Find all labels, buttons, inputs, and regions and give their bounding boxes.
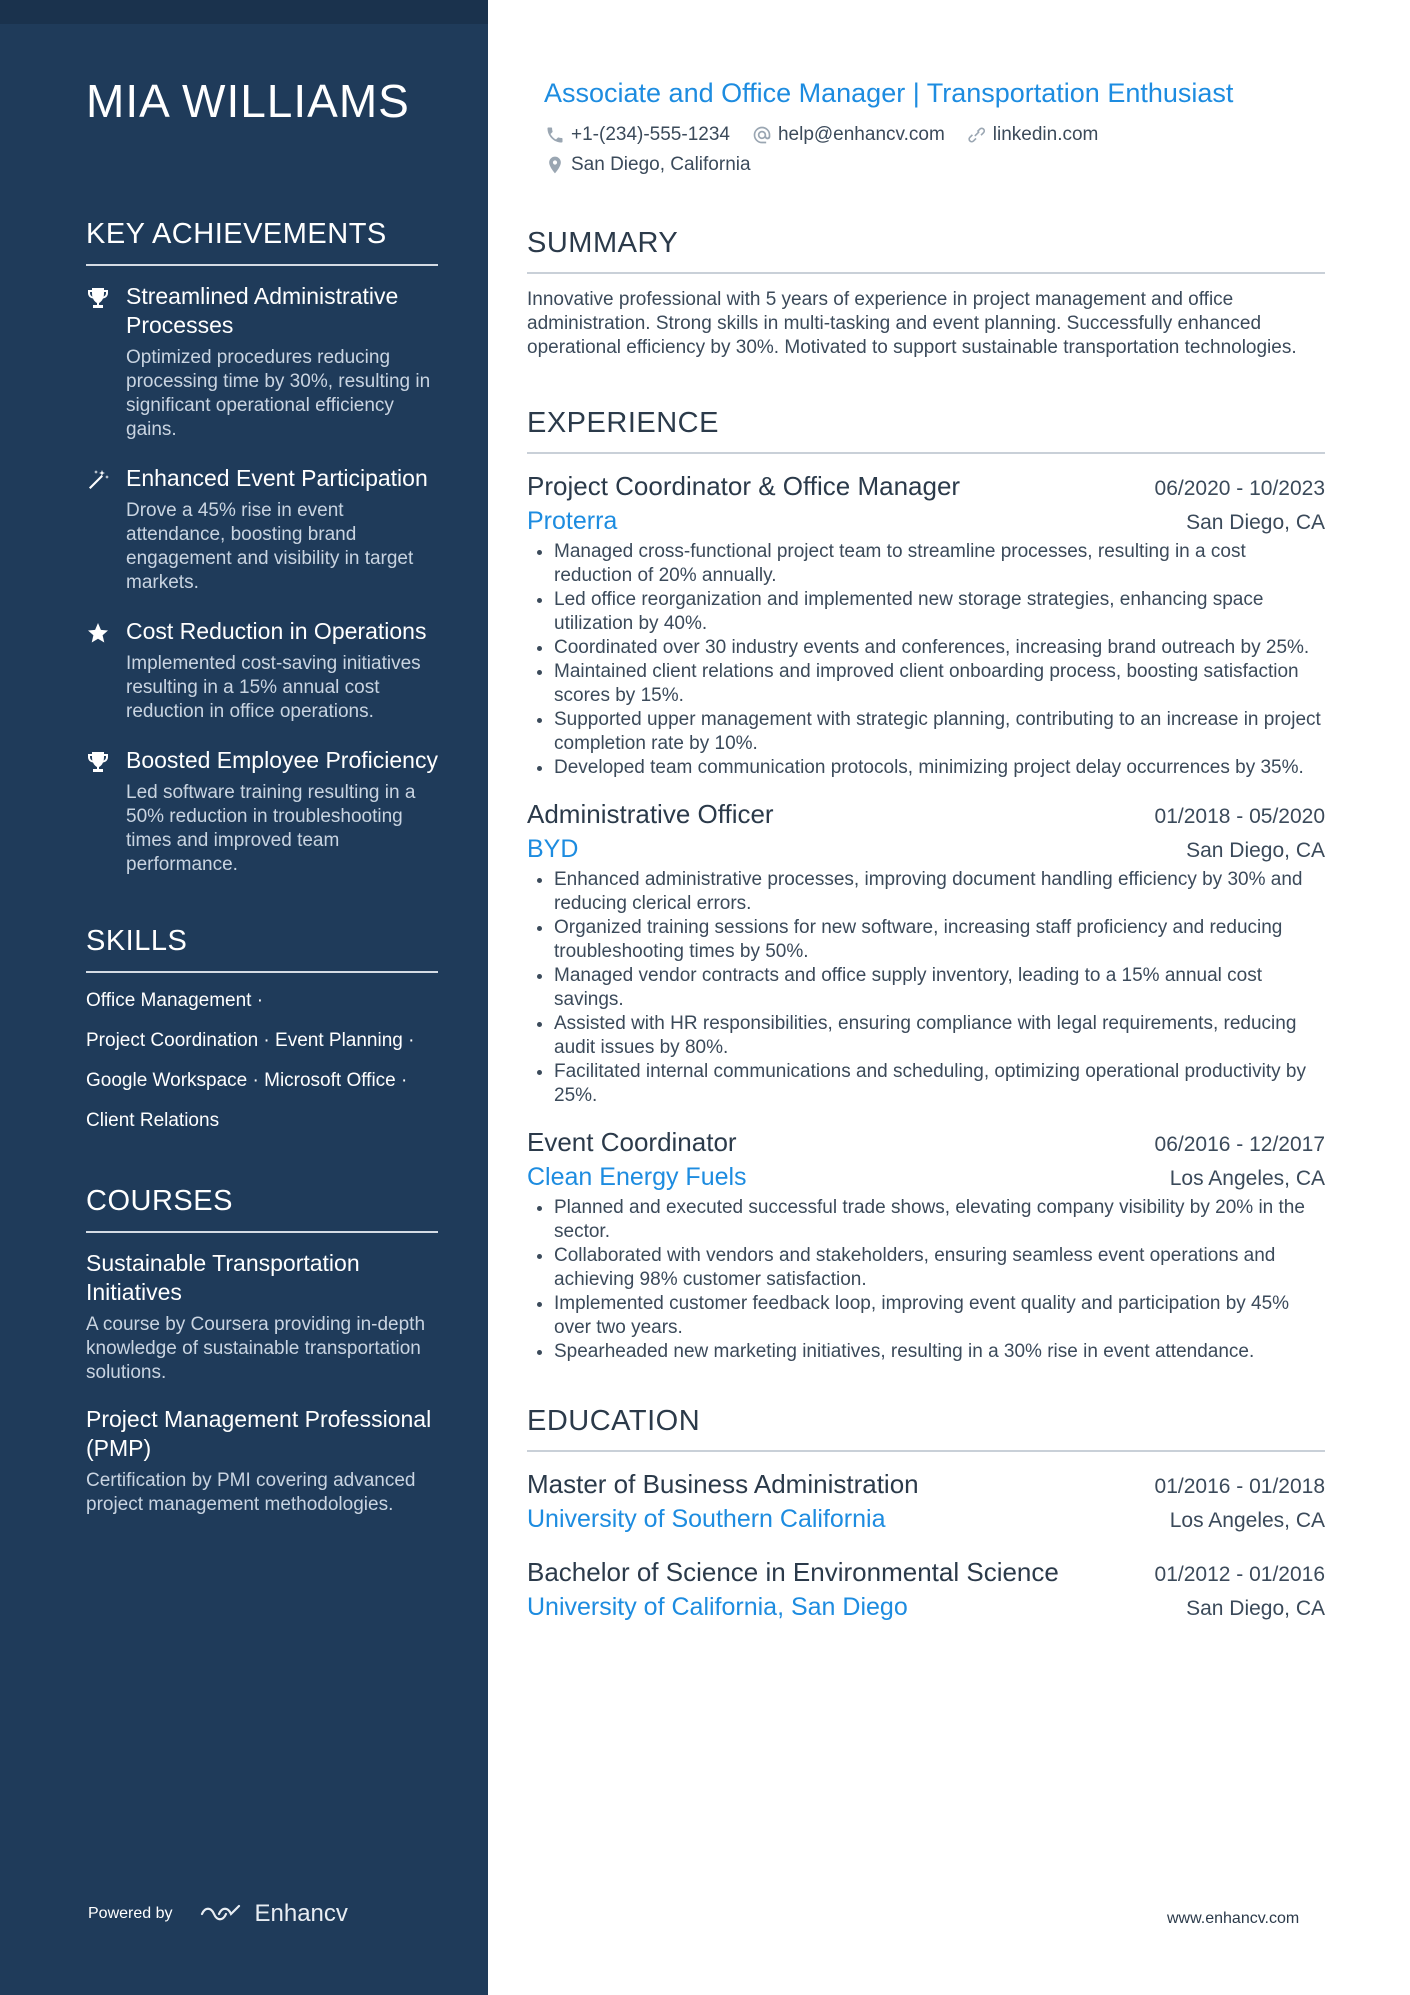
location-contact — [545, 154, 751, 176]
job-entry — [527, 468, 1325, 780]
job-entry — [527, 1124, 1325, 1364]
job-header — [527, 796, 1325, 832]
achievement-item — [86, 617, 438, 724]
powered-by-label: Powered by — [88, 1905, 173, 1922]
job-entry — [527, 796, 1325, 1108]
education-subheader — [527, 1590, 1325, 1624]
job-bullet: • Coordinated over 30 industry events and conferences, increasing brand outreach by 25%. — [554, 636, 1325, 660]
education-title: EDUCATION — [527, 1405, 701, 1437]
job-subheader — [527, 1160, 1325, 1194]
skills-title: SKILLS — [86, 925, 188, 957]
job-bullet: • Organized training sessions for new software, increasing staff proficiency and reducing troubleshooting times by 50%. — [554, 916, 1325, 964]
headline: Associate and Office Manager | Transportation Enthusiast — [544, 78, 1234, 108]
job-title: Project Coordinator & Office Manager — [527, 471, 961, 501]
achievement-title: Streamlined Administrative Processes — [126, 283, 399, 338]
contact-row — [545, 154, 1325, 176]
at-icon — [752, 125, 772, 145]
star-icon — [86, 617, 126, 724]
job-dates: 06/2016 - 12/2017 — [1154, 1133, 1325, 1156]
experience-title: EXPERIENCE — [527, 407, 719, 439]
job-bullets — [527, 868, 1325, 1108]
education-header — [527, 1466, 1325, 1502]
location-pin-icon — [545, 155, 565, 175]
courses-title: COURSES — [86, 1185, 233, 1217]
education-header — [527, 1554, 1325, 1590]
course-title: Sustainable Transportation Initiatives — [86, 1250, 360, 1305]
job-subheader — [527, 504, 1325, 538]
contact-row — [545, 124, 1325, 146]
courses-list — [86, 1249, 438, 1517]
job-bullets — [527, 540, 1325, 780]
education-dates: 01/2016 - 01/2018 — [1154, 1475, 1325, 1498]
job-bullet: • Implemented customer feedback loop, improving event quality and participation by 45% over two years. — [554, 1292, 1325, 1340]
brand-name: Enhancv — [254, 1900, 348, 1927]
sidebar-top-bar — [0, 0, 488, 24]
course-desc: A course by Coursera providing in-depth knowledge of sustainable transportation solutions. — [86, 1314, 426, 1383]
achievement-item — [86, 464, 438, 595]
link-icon — [967, 125, 987, 145]
education-subheader — [527, 1502, 1325, 1536]
powered-by — [88, 1900, 348, 1928]
footer-url[interactable]: www.enhancv.com — [1167, 1910, 1300, 1927]
course-item — [86, 1405, 438, 1517]
education-dates: 01/2012 - 01/2016 — [1154, 1563, 1325, 1586]
achievement-item — [86, 746, 438, 877]
job-company: Clean Energy Fuels — [527, 1163, 747, 1191]
linkedin-text: linkedin.com — [992, 124, 1099, 145]
achievement-desc: Led software training resulting in a 50% reduction in troubleshooting times and improved team performance. — [126, 782, 416, 875]
achievement-desc: Optimized procedures reducing processing time by 30%, resulting in significant operational efficiency gains. — [126, 347, 431, 440]
main-content — [527, 76, 1325, 1642]
contact-info — [527, 124, 1325, 176]
phone-text: +1-(234)-555-1234 — [571, 124, 730, 145]
job-bullet: • Managed cross-functional project team to streamline processes, resulting in a cost reduction of 20% annually. — [554, 540, 1325, 588]
job-title: Administrative Officer — [527, 799, 774, 829]
job-subheader — [527, 832, 1325, 866]
job-location: Los Angeles, CA — [1169, 1167, 1325, 1190]
job-dates: 06/2020 - 10/2023 — [1154, 477, 1325, 500]
achievements-title: KEY ACHIEVEMENTS — [86, 218, 387, 250]
education-location: San Diego, CA — [1186, 1597, 1325, 1620]
sidebar — [0, 0, 488, 1995]
location-text: San Diego, California — [571, 154, 751, 175]
phone-contact[interactable] — [545, 124, 730, 146]
job-bullet: • Collaborated with vendors and stakeholders, ensuring seamless event operations and achieving 98% customer satisfaction. — [554, 1244, 1325, 1292]
achievement-item — [86, 282, 438, 442]
section-divider — [86, 264, 438, 266]
section-divider — [86, 1231, 438, 1233]
job-location: San Diego, CA — [1186, 839, 1325, 862]
linkedin-contact[interactable] — [967, 124, 1099, 146]
course-desc: Certification by PMI covering advanced project management methodologies. — [86, 1470, 416, 1515]
candidate-name: MIA WILLIAMS — [86, 75, 410, 127]
course-title: Project Management Professional (PMP) — [86, 1406, 432, 1461]
magic-wand-icon — [86, 464, 126, 595]
enhancv-logo-icon — [199, 1902, 245, 1926]
school: University of Southern California — [527, 1505, 886, 1533]
education-entry — [527, 1466, 1325, 1536]
job-header — [527, 1124, 1325, 1160]
job-bullet: • Facilitated internal communications and scheduling, optimizing operational productivity by 25%. — [554, 1060, 1325, 1108]
email-text: help@enhancv.com — [777, 124, 945, 145]
summary-text: Innovative professional with 5 years of experience in project management and office administration. Strong skills in multi-tasking and event planning. Successfully enhanced operational efficiency by 30%. Motivated to support sustainable transportation technologies. — [527, 289, 1297, 358]
achievement-title: Cost Reduction in Operations — [126, 618, 427, 644]
job-company: Proterra — [527, 507, 618, 535]
phone-icon — [545, 125, 565, 145]
job-bullet: • Planned and executed successful trade shows, elevating company visibility by 20% in the sector. — [554, 1196, 1325, 1244]
achievement-title: Boosted Employee Proficiency — [126, 747, 438, 773]
job-title: Event Coordinator — [527, 1127, 737, 1157]
job-location: San Diego, CA — [1186, 511, 1325, 534]
job-bullet: • Led office reorganization and implemented new storage strategies, enhancing space utilization by 40%. — [554, 588, 1325, 636]
trophy-icon — [86, 746, 126, 877]
job-bullet: • Maintained client relations and improved client onboarding process, boosting satisfaction scores by 15%. — [554, 660, 1325, 708]
achievement-desc: Drove a 45% rise in event attendance, boosting brand engagement and visibility in target markets. — [126, 500, 414, 593]
skill-line: Office Management · — [86, 990, 264, 1011]
job-company: BYD — [527, 835, 579, 863]
skill-line: Project Coordination · Event Planning · — [86, 1030, 415, 1051]
degree: Bachelor of Science in Environmental Science — [527, 1557, 1059, 1587]
job-bullet: • Enhanced administrative processes, improving document handling efficiency by 30% and reducing clerical errors. — [554, 868, 1325, 916]
section-divider — [527, 1450, 1325, 1452]
job-header — [527, 468, 1325, 504]
degree: Master of Business Administration — [527, 1469, 919, 1499]
email-contact[interactable] — [752, 124, 945, 146]
skill-line: Client Relations — [86, 1110, 220, 1131]
job-bullet: • Spearheaded new marketing initiatives, resulting in a 30% rise in event attendance. — [554, 1340, 1325, 1364]
job-bullet: • Assisted with HR responsibilities, ensuring compliance with legal requirements, reducing audit issues by 80%. — [554, 1012, 1325, 1060]
enhancv-logo[interactable] — [199, 1900, 348, 1928]
job-bullet: • Developed team communication protocols, minimizing project delay occurrences by 35%. — [554, 756, 1325, 780]
section-divider — [527, 452, 1325, 454]
job-dates: 01/2018 - 05/2020 — [1154, 805, 1325, 828]
achievement-title: Enhanced Event Participation — [126, 465, 428, 491]
trophy-icon — [86, 282, 126, 442]
achievement-desc: Implemented cost-saving initiatives resulting in a 15% annual cost reduction in office operations. — [126, 653, 421, 722]
skill-line: Google Workspace · Microsoft Office · — [86, 1070, 408, 1091]
skills-list — [86, 989, 438, 1133]
section-divider — [527, 272, 1325, 274]
education-entry — [527, 1554, 1325, 1624]
section-divider — [86, 971, 438, 973]
job-bullets — [527, 1196, 1325, 1364]
course-item — [86, 1249, 438, 1385]
education-location: Los Angeles, CA — [1169, 1509, 1325, 1532]
job-bullet: • Supported upper management with strategic planning, contributing to an increase in project completion rate by 10%. — [554, 708, 1325, 756]
summary-title: SUMMARY — [527, 227, 679, 259]
achievements-list — [86, 282, 438, 877]
job-bullet: • Managed vendor contracts and office supply inventory, leading to a 15% annual cost savings. — [554, 964, 1325, 1012]
sidebar-content — [86, 72, 438, 1537]
school: University of California, San Diego — [527, 1593, 908, 1621]
